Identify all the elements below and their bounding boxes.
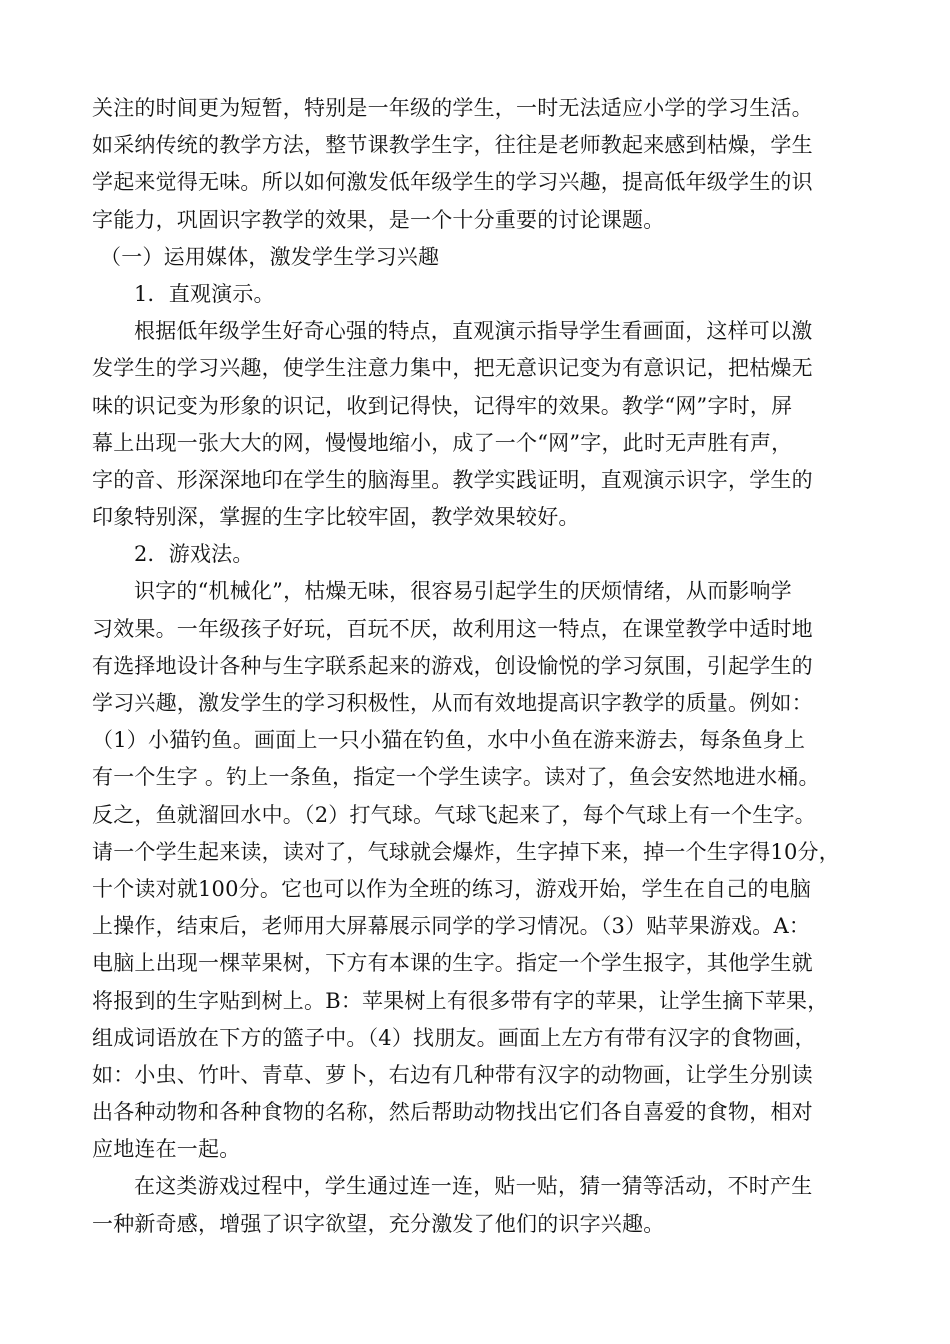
text-line: 有选择地设计各种与生字联系起来的游戏，创设愉悦的学习氛围，引起学生的	[92, 653, 813, 678]
text-line: 电脑上出现一棵苹果树，下方有本课的生字。指定一个学生报字，其他学生就	[92, 951, 813, 976]
text-line: 发学生的学习兴趣，使学生注意力集中，把无意识记变为有意识记，把枯燥无	[92, 356, 813, 381]
text-line: 应地连在一起。	[92, 1137, 241, 1162]
text-line: 2．游戏法。	[134, 542, 254, 567]
text-line: 如采纳传统的教学方法，整节课教学生字，往往是老师教起来感到枯燥，学生	[92, 133, 813, 158]
text-line: （一）运用媒体，激发学生学习兴趣	[100, 244, 440, 269]
text-line: 根据低年级学生好奇心强的特点，直观演示指导学生看画面，这样可以激	[134, 319, 813, 344]
text-line: （1）小猫钓鱼。画面上一只小猫在钓鱼，水中小鱼在游来游去，每条鱼身上	[92, 728, 806, 753]
text-line: 一种新奇感，增强了识字欲望，充分激发了他们的识字兴趣。	[92, 1211, 665, 1236]
text-line: 反之，鱼就溜回水中。（2）打气球。气球飞起来了，每个气球上有一个生字。	[92, 802, 816, 827]
text-line: 字的音、形深深地印在学生的脑海里。教学实践证明，直观演示识字，学生的	[92, 467, 813, 492]
text-line: 有一个生字 。钓上一条鱼，指定一个学生读字。读对了，鱼会安然地进水桶。	[92, 765, 820, 790]
text-line: 习效果。一年级孩子好玩，百玩不厌，故利用这一特点，在课堂教学中适时地	[92, 616, 813, 641]
text-line: 识字的“机械化”，枯燥无味，很容易引起学生的厌烦情绪，从而影响学	[134, 579, 792, 604]
text-line: 印象特别深，掌握的生字比较牢固，教学效果较好。	[92, 505, 580, 530]
text-line: 组成词语放在下方的篮子中。（4）找朋友。画面上左方有带有汉字的食物画，	[92, 1025, 816, 1050]
text-line: 十个读对就100分。它也可以作为全班的练习，游戏开始，学生在自己的电脑	[92, 876, 812, 901]
text-line: 将报到的生字贴到树上。B：苹果树上有很多带有字的苹果，让学生摘下苹果，	[92, 988, 829, 1013]
text-line: 味的识记变为形象的识记，收到记得快，记得牢的效果。教学“网”字时，屏	[92, 393, 793, 418]
text-line: 关注的时间更为短暂，特别是一年级的学生，一时无法适应小学的学习生活。	[92, 96, 813, 120]
text-line: 如：小虫、竹叶、青草、萝卜，右边有几种带有汉字的动物画，让学生分别读	[92, 1062, 813, 1087]
text-line: 学起来觉得无味。所以如何激发低年级学生的学习兴趣，提高低年级学生的识	[92, 170, 813, 195]
text-line: 学习兴趣，激发学生的学习积极性，从而有效地提高识字教学的质量。例如：	[92, 691, 813, 715]
text-line: 出各种动物和各种食物的名称，然后帮助动物找出它们各自喜爱的食物，相对	[92, 1100, 813, 1125]
text-line: 上操作，结束后，老师用大屏幕展示同学的学习情况。（3）贴苹果游戏。A：	[92, 914, 811, 939]
text-line: 请一个学生起来读，读对了，气球就会爆炸，生字掉下来，掉一个生字得10分，	[92, 839, 840, 864]
text-line: 在这类游戏过程中，学生通过连一连，贴一贴，猜一猜等活动，不时产生	[134, 1174, 813, 1199]
text-line: 幕上出现一张大大的网，慢慢地缩小，成了一个“网”字，此时无声胜有声，	[92, 430, 793, 455]
text-line: 字能力，巩固识字教学的效果，是一个十分重要的讨论课题。	[92, 207, 665, 232]
text-line: 1．直观演示。	[134, 281, 275, 306]
body-text	[92, 90, 860, 1243]
